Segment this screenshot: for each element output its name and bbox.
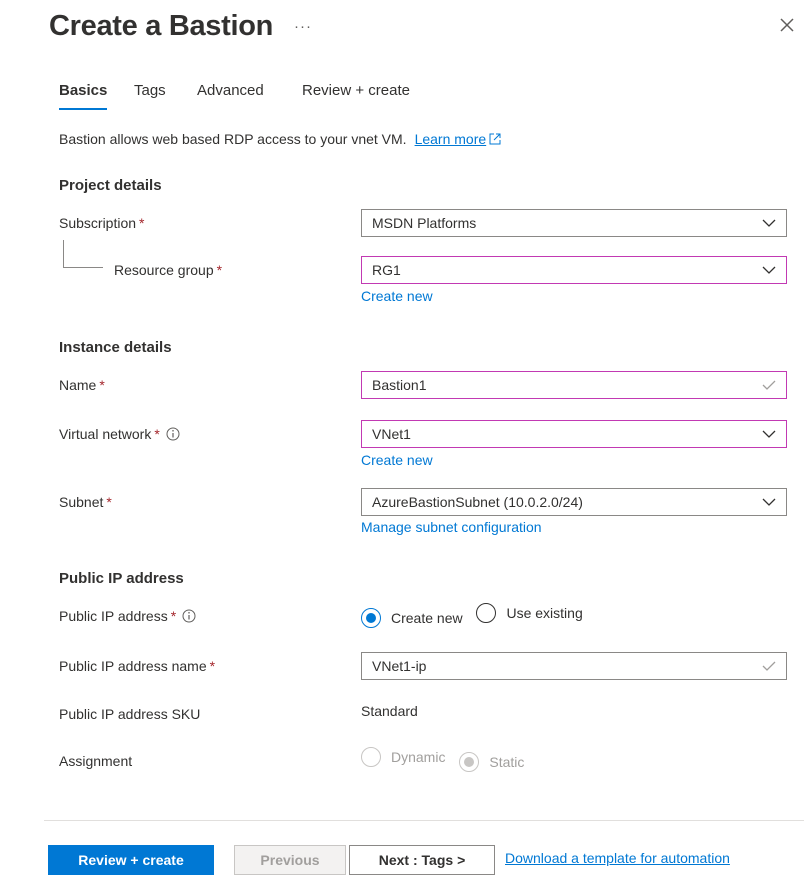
radio-circle — [476, 603, 496, 623]
virtual-network-label: Virtual network * — [59, 426, 180, 442]
next-tags-button[interactable]: Next : Tags > — [349, 845, 495, 875]
required-mark: * — [106, 494, 112, 510]
create-new-vnet-link[interactable]: Create new — [361, 452, 433, 468]
checkmark-icon — [762, 660, 776, 672]
close-icon[interactable] — [776, 14, 798, 36]
chevron-down-icon — [762, 266, 776, 275]
required-mark: * — [170, 608, 177, 624]
radio-circle — [361, 608, 381, 628]
manage-subnet-link[interactable]: Manage subnet configuration — [361, 519, 542, 535]
required-mark: * — [154, 426, 160, 442]
dynamic-radio: Dynamic — [361, 747, 445, 767]
assignment-label: Assignment — [59, 753, 133, 769]
radio-circle — [361, 747, 381, 767]
public-ip-sku-label: Public IP address SKU — [59, 706, 201, 722]
more-actions-icon[interactable]: ··· — [294, 18, 312, 35]
radio-circle — [459, 752, 479, 772]
subnet-select[interactable]: AzureBastionSubnet (10.0.2.0/24) — [361, 488, 787, 516]
create-new-resource-group-link[interactable]: Create new — [361, 288, 433, 304]
download-template-link[interactable]: Download a template for automation — [505, 850, 730, 866]
virtual-network-select[interactable]: VNet1 — [361, 420, 787, 448]
tab-review-create[interactable]: Review + create — [302, 82, 410, 99]
intro-text — [59, 131, 501, 147]
checkmark-icon — [762, 379, 776, 391]
chevron-down-icon — [762, 219, 776, 228]
chevron-down-icon — [762, 498, 776, 507]
intro-description: Bastion allows web based RDP access to your vnet VM. — [59, 131, 407, 147]
public-ip-name-label: Public IP address name * — [59, 658, 216, 674]
required-mark: * — [209, 658, 216, 674]
review-create-button[interactable]: Review + create — [48, 845, 214, 875]
create-new-radio[interactable]: Create new — [361, 608, 463, 628]
required-mark: * — [216, 262, 223, 278]
resource-group-label: Resource group * — [114, 262, 223, 278]
required-mark: * — [99, 377, 105, 393]
tab-tags[interactable]: Tags — [134, 82, 166, 99]
project-details-heading: Project details — [59, 177, 162, 194]
learn-more-link[interactable]: Learn more — [414, 131, 487, 147]
subscription-select[interactable]: MSDN Platforms — [361, 209, 787, 237]
footer-divider — [44, 820, 804, 821]
previous-button: Previous — [234, 845, 346, 875]
public-ip-label: Public IP address * — [59, 608, 196, 624]
info-icon[interactable] — [182, 609, 196, 623]
static-radio: Static — [459, 752, 524, 772]
public-ip-name-input[interactable]: VNet1-ip — [361, 652, 787, 680]
public-ip-heading: Public IP address — [59, 570, 184, 587]
tab-advanced[interactable]: Advanced — [197, 82, 264, 99]
tab-basics[interactable]: Basics — [59, 82, 108, 99]
subscription-label: Subscription * — [59, 215, 145, 231]
tree-connector — [63, 240, 103, 268]
info-icon[interactable] — [166, 427, 180, 441]
assignment-radio-group — [361, 747, 534, 772]
public-ip-radio-group — [361, 603, 593, 628]
chevron-down-icon — [762, 430, 776, 439]
instance-details-heading: Instance details — [59, 339, 172, 356]
required-mark: * — [139, 215, 145, 231]
name-label: Name * — [59, 377, 105, 393]
page-title: Create a Bastion — [49, 10, 274, 42]
use-existing-radio[interactable]: Use existing — [476, 603, 582, 623]
external-link-icon[interactable] — [489, 133, 501, 145]
resource-group-select[interactable]: RG1 — [361, 256, 787, 284]
subnet-label: Subnet * — [59, 494, 112, 510]
name-input[interactable]: Bastion1 — [361, 371, 787, 399]
public-ip-sku-value: Standard — [361, 703, 418, 719]
